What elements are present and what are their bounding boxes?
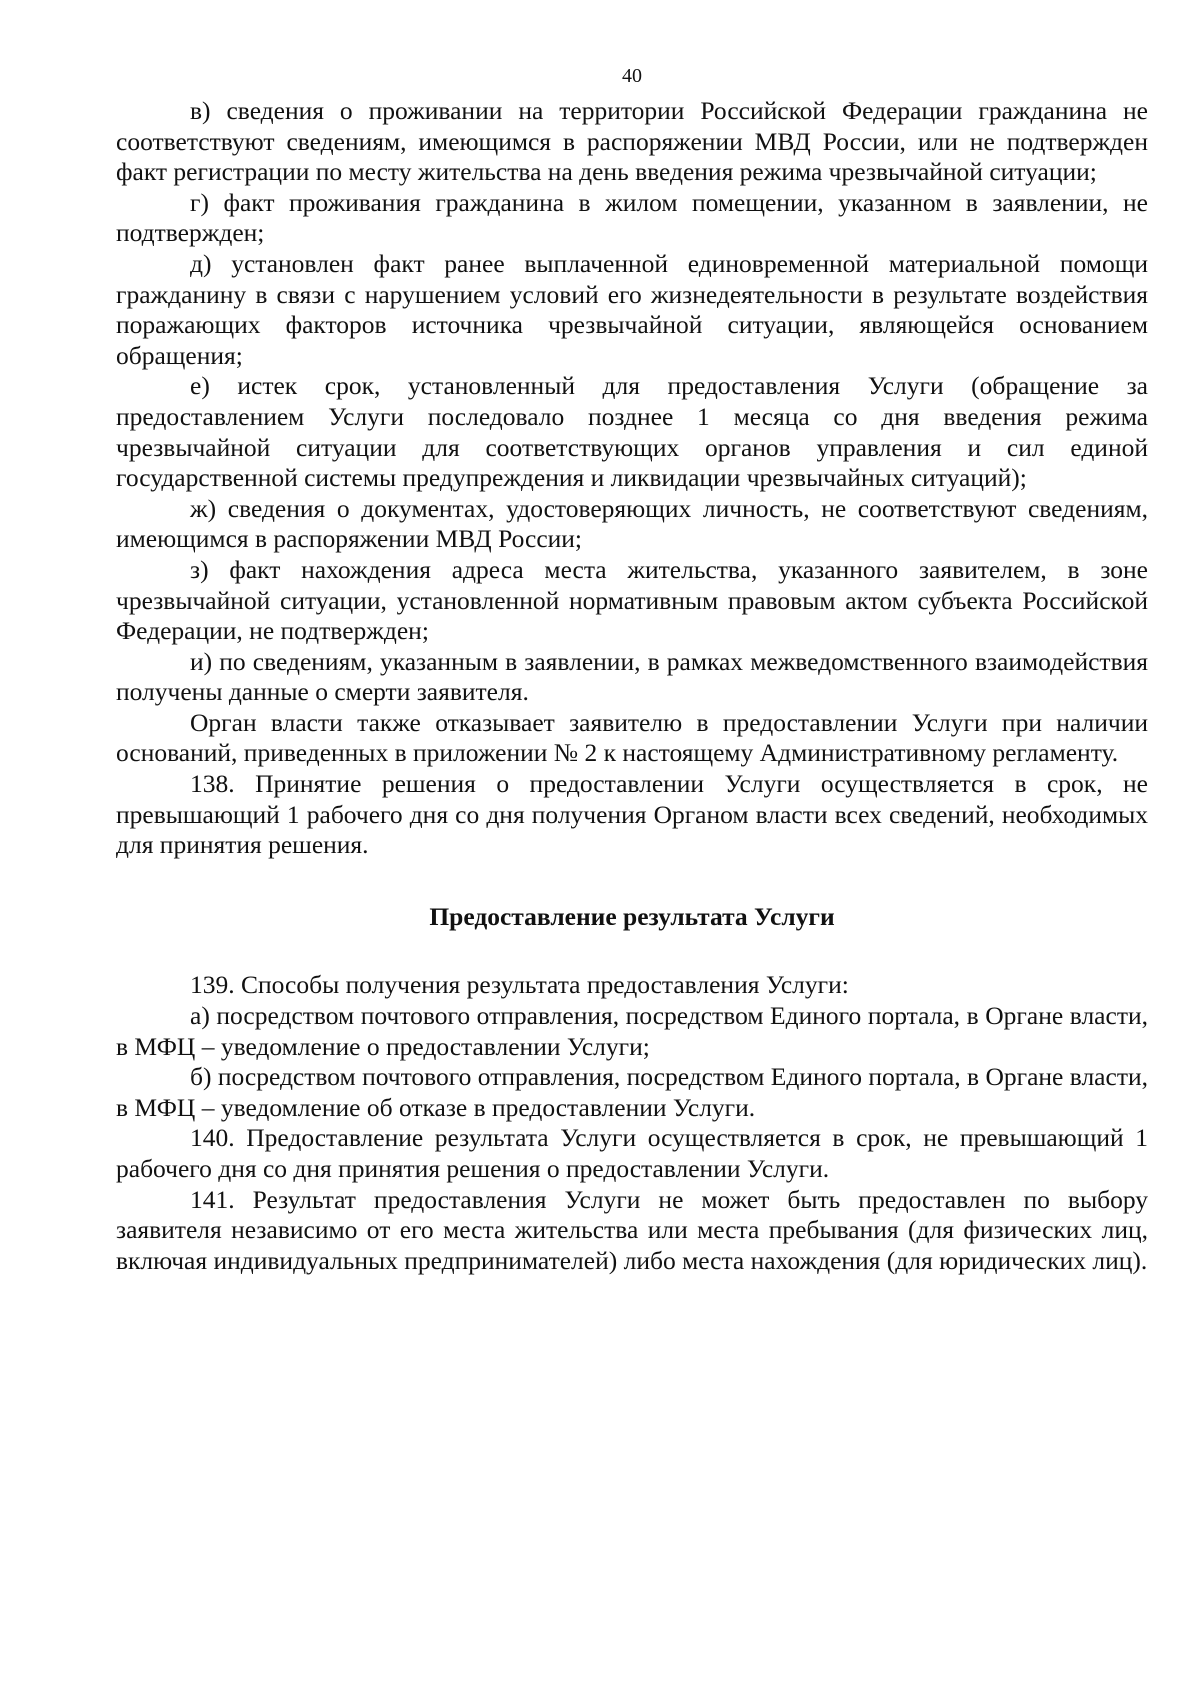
paragraph-139-a: а) посредством почтового отправления, посредством Единого портала, в Органе власти, в МФЦ – уведомление о предоставлении Услуги;: [116, 1001, 1148, 1061]
paragraph-139: 139. Способы получения результата предоставления Услуги:: [190, 970, 849, 1000]
paragraph-item-d: д) установлен факт ранее выплаченной единовременной материальной помощи гражданину в связи с нарушением условий его жизнедеятельности в результате воздействия поражающих факторов источника чрезвычайной ситуации, являющейся основанием обращения;: [116, 248, 1148, 370]
paragraph-140: 140. Предоставление результата Услуги осуществляется в срок, не превышающий 1 рабочего дня со дня принятия решения о предоставлении Услуги.: [116, 1123, 1148, 1183]
document-page: [116, 64, 1148, 1276]
paragraph-item-z: з) факт нахождения адреса места жительства, указанного заявителем, в зоне чрезвычайной ситуации, установленной нормативным правовым актом субъекта Российской Федерации, не подтвержден;: [116, 554, 1148, 646]
paragraph-item-e: е) истек срок, установленный для предоставления Услуги (обращение за предоставлением Услуги последовало позднее 1 месяца со дня введения режима чрезвычайной ситуации для соответствующих органов управления и сил единой государственной системы предупреждения и ликвидации чрезвычайных ситуаций);: [116, 371, 1148, 493]
paragraph-item-v: в) сведения о проживании на территории Российской Федерации гражданина не соответствуют сведениям, имеющимся в распоряжении МВД России, или не подтвержден факт регистрации по месту жительства на день введения режима чрезвычайной ситуации;: [116, 96, 1148, 187]
paragraph-141: 141. Результат предоставления Услуги не может быть предоставлен по выбору заявителя независимо от его места жительства или места пребывания (для физических лиц, включая индивидуальных предпринимателей) либо места нахождения (для юридических лиц).: [116, 1184, 1148, 1275]
paragraph-item-g: г) факт проживания гражданина в жилом помещении, указанном в заявлении, не подтвержден;: [116, 187, 1148, 248]
paragraph-item-i: и) по сведениям, указанным в заявлении, в рамках межведомственного взаимодействия получены данные о смерти заявителя.: [116, 646, 1148, 707]
paragraph-138: 138. Принятие решения о предоставлении Услуги осуществляется в срок, не превышающий 1 рабочего дня со дня получения Органом власти всех сведений, необходимых для принятия решения.: [116, 769, 1148, 860]
paragraph-139-b: б) посредством почтового отправления, посредством Единого портала, в Органе власти, в МФЦ – уведомление об отказе в предоставлении Услуги.: [116, 1062, 1148, 1122]
page-number: 40: [622, 65, 642, 87]
paragraph-item-zh: ж) сведения о документах, удостоверяющих личность, не соответствуют сведениям, имеющимся в распоряжении МВД России;: [116, 493, 1148, 554]
paragraph-refusal-grounds: Орган власти также отказывает заявителю в предоставлении Услуги при наличии оснований, приведенных в приложении № 2 к настоящему Административному регламенту.: [116, 707, 1148, 768]
section-heading: Предоставление результата Услуги: [429, 901, 835, 931]
